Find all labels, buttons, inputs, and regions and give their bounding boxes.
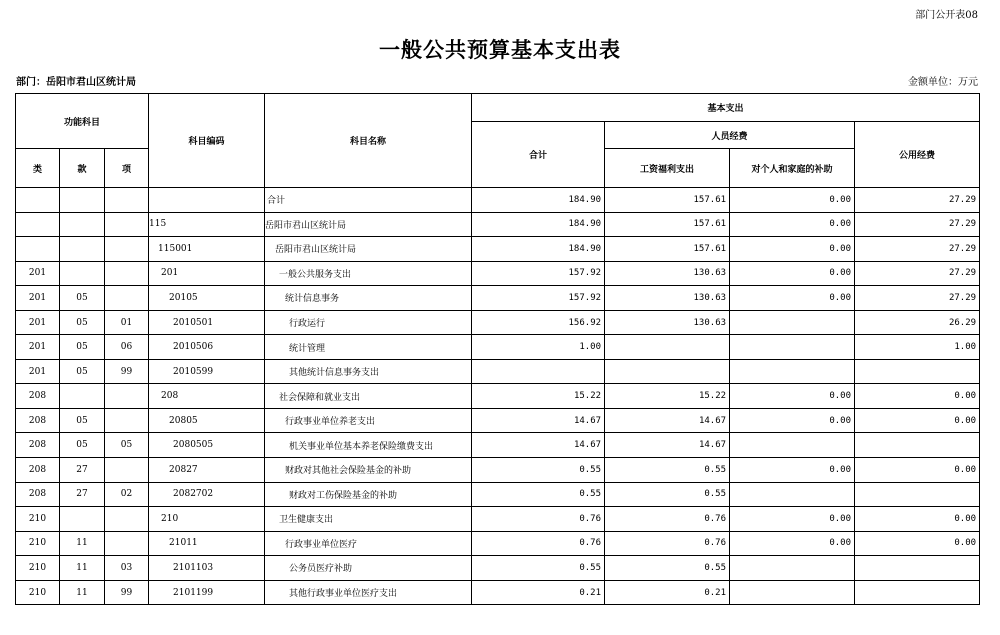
cell-code: 20805 (149, 408, 265, 433)
cell-lei: 201 (16, 359, 60, 384)
cell-lei: 210 (16, 580, 60, 605)
cell-subsidy (730, 310, 855, 335)
cell-subsidy: 0.00 (730, 531, 855, 556)
cell-total: 1.00 (472, 335, 605, 360)
cell-total: 0.55 (472, 458, 605, 483)
table-row (16, 310, 980, 335)
cell-lei (16, 237, 60, 262)
cell-subsidy: 0.00 (730, 212, 855, 237)
cell-total: 14.67 (472, 408, 605, 433)
cell-subsidy: 0.00 (730, 384, 855, 409)
cell-public: 0.00 (855, 458, 980, 483)
cell-code: 21011 (149, 531, 265, 556)
department-label: 部门：岳阳市君山区统计局 (16, 77, 136, 88)
cell-xiang (105, 384, 149, 409)
cell-name: 岳阳市君山区统计局 (265, 237, 472, 262)
table-row (16, 188, 980, 213)
cell-salary: 130.63 (605, 286, 730, 311)
cell-salary: 0.76 (605, 531, 730, 556)
cell-kuan: 05 (60, 286, 105, 311)
salary-header: 工资福利支出 (605, 149, 730, 188)
subject-code-header: 科目编码 (149, 94, 265, 188)
cell-lei: 208 (16, 408, 60, 433)
cell-kuan (60, 384, 105, 409)
cell-kuan (60, 261, 105, 286)
cell-xiang: 02 (105, 482, 149, 507)
cell-total: 184.90 (472, 188, 605, 213)
cell-subsidy: 0.00 (730, 507, 855, 532)
cell-code: 2101199 (149, 580, 265, 605)
cell-name: 财政对其他社会保险基金的补助 (265, 458, 472, 483)
cell-kuan: 27 (60, 458, 105, 483)
cell-name: 其他行政事业单位医疗支出 (265, 580, 472, 605)
cell-subsidy: 0.00 (730, 188, 855, 213)
table-row (16, 408, 980, 433)
cell-kuan (60, 188, 105, 213)
cell-name: 机关事业单位基本养老保险缴费支出 (265, 433, 472, 458)
cell-subsidy (730, 433, 855, 458)
cell-salary: 14.67 (605, 408, 730, 433)
cell-public: 0.00 (855, 384, 980, 409)
table-row (16, 507, 980, 532)
cell-name: 社会保障和就业支出 (265, 384, 472, 409)
table-body (16, 188, 980, 605)
cell-name: 统计管理 (265, 335, 472, 360)
table-row (16, 261, 980, 286)
cell-salary: 0.76 (605, 507, 730, 532)
cell-total: 0.76 (472, 507, 605, 532)
table-row (16, 335, 980, 360)
cell-total (472, 359, 605, 384)
cell-code: 2080505 (149, 433, 265, 458)
cell-xiang: 06 (105, 335, 149, 360)
cell-public: 27.29 (855, 286, 980, 311)
cell-xiang: 99 (105, 359, 149, 384)
table-row (16, 531, 980, 556)
cell-salary: 157.61 (605, 237, 730, 262)
cell-code: 2010501 (149, 310, 265, 335)
cell-name: 行政运行 (265, 310, 472, 335)
cell-salary: 15.22 (605, 384, 730, 409)
personnel-expense-header: 人员经费 (605, 122, 855, 149)
cell-xiang (105, 237, 149, 262)
cell-total: 157.92 (472, 261, 605, 286)
table-row (16, 237, 980, 262)
subject-name-header: 科目名称 (265, 94, 472, 188)
cell-total: 184.90 (472, 237, 605, 262)
cell-salary: 0.55 (605, 556, 730, 581)
cell-subsidy (730, 359, 855, 384)
cell-lei: 201 (16, 261, 60, 286)
cell-salary: 157.61 (605, 188, 730, 213)
table-row (16, 359, 980, 384)
table-row (16, 580, 980, 605)
cell-lei: 201 (16, 286, 60, 311)
cell-xiang: 01 (105, 310, 149, 335)
cell-salary (605, 335, 730, 360)
cell-public: 26.29 (855, 310, 980, 335)
subsidy-header: 对个人和家庭的补助 (730, 149, 855, 188)
cell-public: 0.00 (855, 507, 980, 532)
cell-xiang: 05 (105, 433, 149, 458)
cell-lei: 201 (16, 310, 60, 335)
cell-name: 岳阳市君山区统计局 (265, 212, 472, 237)
cell-kuan: 05 (60, 433, 105, 458)
cell-lei: 210 (16, 531, 60, 556)
cell-public (855, 580, 980, 605)
cell-xiang (105, 212, 149, 237)
cell-kuan: 05 (60, 335, 105, 360)
cell-salary: 130.63 (605, 310, 730, 335)
cell-code: 210 (149, 507, 265, 532)
cell-lei (16, 188, 60, 213)
cell-name: 公务员医疗补助 (265, 556, 472, 581)
lei-header: 类 (16, 149, 60, 188)
xiang-header: 项 (105, 149, 149, 188)
cell-total: 156.92 (472, 310, 605, 335)
cell-kuan (60, 212, 105, 237)
cell-xiang (105, 458, 149, 483)
cell-public (855, 482, 980, 507)
cell-public (855, 359, 980, 384)
cell-public (855, 556, 980, 581)
cell-public: 27.29 (855, 188, 980, 213)
cell-code: 2082702 (149, 482, 265, 507)
table-row (16, 458, 980, 483)
budget-table (15, 93, 980, 605)
cell-subsidy (730, 556, 855, 581)
cell-salary: 130.63 (605, 261, 730, 286)
total-header: 合计 (472, 122, 605, 188)
cell-name: 财政对工伤保险基金的补助 (265, 482, 472, 507)
cell-salary: 14.67 (605, 433, 730, 458)
cell-public: 0.00 (855, 531, 980, 556)
cell-xiang (105, 261, 149, 286)
cell-kuan (60, 507, 105, 532)
cell-xiang (105, 531, 149, 556)
cell-code: 115 (149, 212, 265, 237)
cell-kuan: 11 (60, 556, 105, 581)
cell-lei (16, 212, 60, 237)
cell-total: 0.55 (472, 556, 605, 581)
cell-subsidy: 0.00 (730, 408, 855, 433)
cell-total: 0.21 (472, 580, 605, 605)
cell-lei: 208 (16, 458, 60, 483)
cell-code: 2010506 (149, 335, 265, 360)
kuan-header: 款 (60, 149, 105, 188)
cell-lei: 210 (16, 556, 60, 581)
cell-lei: 201 (16, 335, 60, 360)
cell-kuan: 11 (60, 580, 105, 605)
cell-total: 0.76 (472, 531, 605, 556)
cell-public: 27.29 (855, 261, 980, 286)
cell-name: 其他统计信息事务支出 (265, 359, 472, 384)
cell-kuan (60, 237, 105, 262)
cell-subsidy: 0.00 (730, 286, 855, 311)
form-code: 部门公开表08 (915, 10, 978, 21)
cell-public: 27.29 (855, 237, 980, 262)
cell-xiang (105, 408, 149, 433)
table-row (16, 433, 980, 458)
cell-salary (605, 359, 730, 384)
unit-label: 金额单位：万元 (908, 77, 978, 88)
cell-lei: 208 (16, 433, 60, 458)
cell-xiang (105, 507, 149, 532)
basic-expense-header: 基本支出 (472, 94, 980, 122)
cell-name: 卫生健康支出 (265, 507, 472, 532)
cell-xiang: 03 (105, 556, 149, 581)
cell-code: 201 (149, 261, 265, 286)
cell-kuan: 05 (60, 408, 105, 433)
table-row (16, 286, 980, 311)
cell-xiang (105, 286, 149, 311)
cell-public: 0.00 (855, 408, 980, 433)
cell-subsidy (730, 335, 855, 360)
cell-total: 157.92 (472, 286, 605, 311)
cell-subsidy (730, 580, 855, 605)
cell-salary: 0.21 (605, 580, 730, 605)
cell-public (855, 433, 980, 458)
cell-subsidy: 0.00 (730, 261, 855, 286)
public-expense-header: 公用经费 (855, 122, 980, 188)
cell-subsidy: 0.00 (730, 237, 855, 262)
cell-kuan: 05 (60, 359, 105, 384)
cell-lei: 208 (16, 482, 60, 507)
cell-code: 20827 (149, 458, 265, 483)
cell-salary: 157.61 (605, 212, 730, 237)
table-row (16, 556, 980, 581)
cell-subsidy: 0.00 (730, 458, 855, 483)
table-row (16, 212, 980, 237)
cell-salary: 0.55 (605, 482, 730, 507)
cell-name: 统计信息事务 (265, 286, 472, 311)
table-row (16, 482, 980, 507)
cell-kuan: 11 (60, 531, 105, 556)
cell-code: 2101103 (149, 556, 265, 581)
cell-total: 14.67 (472, 433, 605, 458)
page-title: 一般公共预算基本支出表 (379, 37, 621, 62)
cell-name: 一般公共服务支出 (265, 261, 472, 286)
cell-xiang (105, 188, 149, 213)
table-row (16, 384, 980, 409)
cell-code: 208 (149, 384, 265, 409)
cell-name: 行政事业单位医疗 (265, 531, 472, 556)
cell-code: 20105 (149, 286, 265, 311)
cell-total: 0.55 (472, 482, 605, 507)
cell-code: 2010599 (149, 359, 265, 384)
cell-lei: 208 (16, 384, 60, 409)
cell-lei: 210 (16, 507, 60, 532)
cell-name: 合计 (265, 188, 472, 213)
cell-kuan: 27 (60, 482, 105, 507)
cell-code: 115001 (149, 237, 265, 262)
cell-subsidy (730, 482, 855, 507)
cell-salary: 0.55 (605, 458, 730, 483)
cell-xiang: 99 (105, 580, 149, 605)
cell-total: 15.22 (472, 384, 605, 409)
cell-public: 27.29 (855, 212, 980, 237)
cell-code (149, 188, 265, 213)
cell-public: 1.00 (855, 335, 980, 360)
cell-kuan: 05 (60, 310, 105, 335)
cell-total: 184.90 (472, 212, 605, 237)
cell-name: 行政事业单位养老支出 (265, 408, 472, 433)
func-subject-header: 功能科目 (16, 94, 149, 149)
